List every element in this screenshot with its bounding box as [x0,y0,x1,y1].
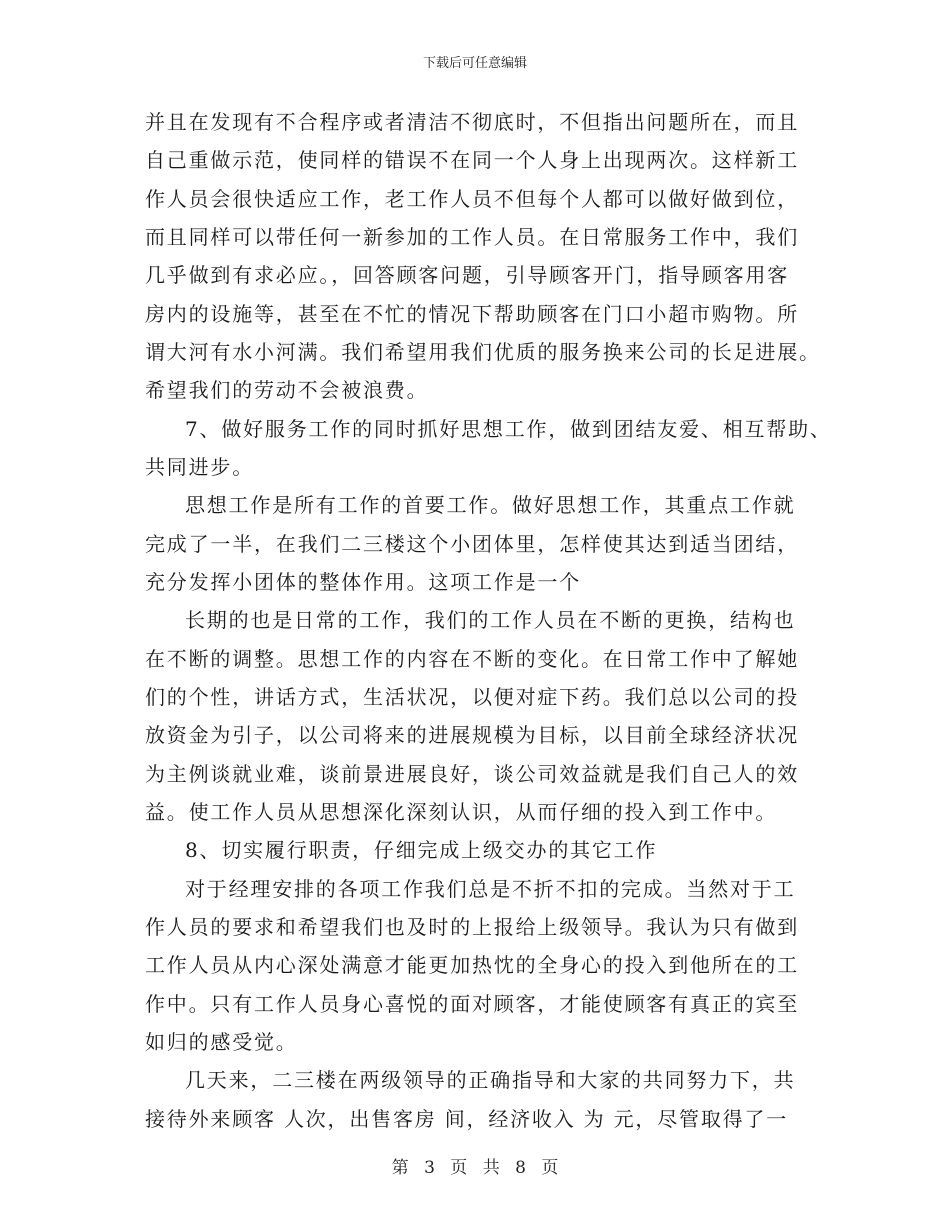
footer-label: 页 [541,1158,559,1178]
text-line: 自己重做示范，使同样的错误不在同一个人身上出现两次。这样新工 [145,148,799,172]
text-line: 为主例谈就业难，谈前景进展良好，谈公司效益就是我们自己人的效 [145,762,799,786]
text-line: 谓大河有水小河满。我们希望用我们优质的服务换来公司的长足进展。 [145,340,821,364]
text-line: 而且同样可以带任何一新参加的工作人员。在日常服务工作中，我们 [145,225,799,249]
text-line: 长期的也是日常的工作，我们的工作人员在不断的更换，结构也 [185,608,796,632]
text-line: 房内的设施等，甚至在不忙的情况下帮助顾客在门口小超市购物。所 [145,302,799,326]
text-line: 益。使工作人员从思想深化深刻认识，从而仔细的投入到工作中。 [145,800,778,824]
text-line: 充分发挥小团体的整体作用。这项工作是一个 [145,570,581,594]
text-line: 作人员会很快适应工作，老工作人员不但每个人都可以做好做到位， [145,187,799,211]
text-line: 在不断的调整。思想工作的内容在不断的变化。在日常工作中了解她 [145,647,799,671]
text-line: 共同进步。 [145,455,254,479]
text-line: 们的个性，讲话方式，生活状况，以便对症下药。我们总以公司的投 [145,685,799,709]
page-header: 下载后可任意编辑 [422,56,527,71]
text-line: 完成了一半，在我们二三楼这个小团体里，怎样使其达到适当团结， [145,532,799,556]
text-line: 工作人员从内心深处满意才能更加热忱的全身心的投入到他所在的工 [145,953,799,977]
text-line: 放资金为引子，以公司将来的进展规模为目标，以目前全球经济状况 [145,723,799,747]
text-line: 几天来，二三楼在两级领导的正确指导和大家的共同努力下，共 [185,1068,796,1092]
text-line: 思想工作是所有工作的首要工作。做好思想工作，其重点工作就 [185,493,796,517]
text-line: 对于经理安排的各项工作我们总是不折不扣的完成。当然对于工 [185,877,796,901]
footer-label: 第 [391,1158,409,1178]
section-heading: 7、做好服务工作的同时抓好思想工作，做到团结友爱、相互帮助、 [185,417,832,441]
text-line: 如归的感受觉。 [145,1030,298,1054]
footer-label: 页 [450,1158,468,1178]
current-page-number: 3 [424,1158,435,1178]
total-page-count: 8 [515,1158,526,1178]
section-heading: 8、切实履行职责，仔细完成上级交办的其它工作 [185,838,658,862]
page-footer [0,1153,950,1178]
text-line: 几乎做到有求必应。，回答顾客问题，引导顾客开门，指导顾客用客 [145,263,789,287]
text-line: 希望我们的劳动不会被浪费。 [145,378,429,402]
text-line: 接待外来顾客 人次，出售客房 间，经济收入 为 元，尽管取得了一 [145,1107,789,1131]
footer-label: 共 [482,1158,500,1178]
text-line: 并且在发现有不合程序或者清洁不彻底时，不但指出问题所在，而且 [145,110,799,134]
text-line: 作中。只有工作人员身心喜悦的面对顾客，才能使顾客有真正的宾至 [145,992,799,1016]
text-line: 作人员的要求和希望我们也及时的上报给上级领导。我认为只有做到 [145,915,799,939]
